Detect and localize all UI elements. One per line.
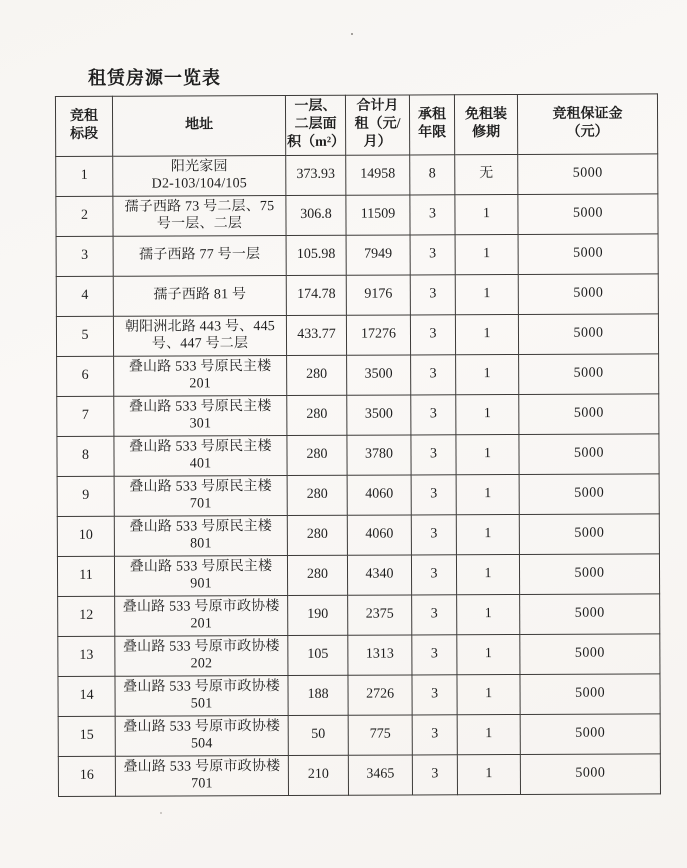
table-row	[57, 353, 659, 396]
cell-monthly-rent: 4060	[347, 515, 411, 555]
cell-monthly-rent: 3500	[347, 395, 411, 435]
cell-monthly-rent: 3500	[347, 355, 411, 395]
cell-area: 280	[287, 435, 347, 475]
table-row	[58, 673, 660, 716]
cell-area: 280	[287, 355, 347, 395]
table-row	[58, 713, 660, 756]
cell-bid-section: 11	[57, 556, 114, 596]
cell-deposit: 5000	[519, 353, 659, 394]
cell-lease-term: 3	[412, 714, 457, 754]
header-row	[55, 94, 657, 156]
cell-address: 叠山路 533 号原民主楼 801	[114, 515, 287, 556]
cell-monthly-rent: 17276	[346, 315, 410, 355]
cell-monthly-rent: 11509	[346, 195, 410, 235]
table-row	[58, 753, 660, 796]
cell-bid-section: 2	[56, 196, 113, 236]
cell-lease-term: 3	[411, 474, 456, 514]
cell-bid-section: 10	[57, 516, 114, 556]
cell-rentfree-period: 1	[456, 554, 519, 594]
table-row	[58, 593, 660, 636]
cell-monthly-rent: 4060	[347, 475, 411, 515]
cell-deposit: 5000	[518, 233, 658, 274]
cell-monthly-rent: 7949	[346, 235, 410, 275]
cell-address: 叠山路 533 号原市政协楼 202	[115, 635, 288, 676]
cell-lease-term: 3	[411, 514, 456, 554]
rental-listing-table	[55, 93, 661, 796]
cell-deposit: 5000	[518, 273, 658, 314]
cell-bid-section: 15	[58, 716, 115, 756]
cell-rentfree-period: 1	[457, 634, 520, 674]
cell-monthly-rent: 2726	[348, 675, 412, 715]
cell-rentfree-period: 1	[457, 714, 520, 754]
header-lease-term: 承租 年限	[409, 95, 454, 155]
cell-rentfree-period: 1	[457, 594, 520, 634]
cell-monthly-rent: 9176	[346, 275, 410, 315]
cell-bid-section: 3	[56, 236, 113, 276]
cell-address: 叠山路 533 号原市政协楼 504	[115, 715, 288, 756]
cell-address: 阳光家园 D2-103/104/105	[113, 155, 286, 196]
cell-lease-term: 3	[412, 754, 457, 794]
cell-bid-section: 13	[58, 636, 115, 676]
cell-rentfree-period: 1	[456, 434, 519, 474]
cell-rentfree-period: 无	[455, 154, 518, 194]
cell-address: 叠山路 533 号原民主楼 201	[114, 355, 287, 396]
cell-bid-section: 8	[57, 436, 114, 476]
cell-area: 280	[287, 395, 347, 435]
cell-deposit: 5000	[520, 753, 660, 794]
cell-monthly-rent: 14958	[346, 155, 410, 195]
header-area: 一层、 二层面 积（m²）	[285, 95, 345, 155]
table-row	[56, 273, 658, 316]
cell-lease-term: 3	[411, 554, 456, 594]
cell-deposit: 5000	[520, 593, 660, 634]
cell-rentfree-period: 1	[456, 514, 519, 554]
cell-bid-section: 9	[57, 476, 114, 516]
cell-lease-term: 3	[412, 634, 457, 674]
table-row	[56, 193, 658, 236]
cell-bid-section: 6	[57, 356, 114, 396]
cell-area: 50	[288, 715, 348, 755]
cell-area: 105	[288, 635, 348, 675]
table-body	[56, 153, 661, 796]
table-row	[56, 233, 658, 276]
cell-rentfree-period: 1	[456, 354, 519, 394]
cell-deposit: 5000	[519, 433, 659, 474]
table-row	[56, 153, 658, 196]
cell-rentfree-period: 1	[457, 754, 520, 794]
cell-bid-section: 12	[58, 596, 115, 636]
cell-address: 朝阳洲北路 443 号、445 号、447 号二层	[113, 315, 286, 356]
cell-area: 433.77	[286, 315, 346, 355]
cell-bid-section: 16	[58, 756, 115, 796]
header-rentfree-period: 免租装 修期	[454, 94, 517, 154]
cell-address: 孺子西路 81 号	[113, 275, 286, 316]
cell-deposit: 5000	[519, 553, 659, 594]
cell-monthly-rent: 775	[348, 715, 412, 755]
cell-rentfree-period: 1	[455, 274, 518, 314]
cell-area: 190	[288, 595, 348, 635]
cell-area: 210	[288, 755, 348, 795]
table-header	[55, 94, 657, 156]
cell-monthly-rent: 2375	[348, 595, 412, 635]
cell-deposit: 5000	[518, 313, 658, 354]
cell-address: 孺子西路 73 号二层、75 号一层、二层	[113, 195, 286, 236]
rental-listing-table-wrap	[55, 93, 661, 796]
header-deposit: 竞租保证金 （元）	[517, 94, 657, 154]
cell-lease-term: 3	[412, 594, 457, 634]
cell-bid-section: 1	[56, 156, 113, 196]
cell-deposit: 5000	[518, 153, 658, 194]
cell-address: 孺子西路 77 号一层	[113, 235, 286, 276]
cell-deposit: 5000	[518, 193, 658, 234]
cell-bid-section: 14	[58, 676, 115, 716]
cell-deposit: 5000	[519, 513, 659, 554]
cell-rentfree-period: 1	[457, 674, 520, 714]
scan-speck	[351, 33, 353, 35]
cell-monthly-rent: 3465	[348, 755, 412, 795]
cell-address: 叠山路 533 号原民主楼 901	[114, 555, 287, 596]
cell-area: 188	[288, 675, 348, 715]
cell-address: 叠山路 533 号原市政协楼 701	[115, 755, 288, 796]
cell-bid-section: 4	[56, 276, 113, 316]
cell-lease-term: 3	[411, 434, 456, 474]
cell-area: 105.98	[286, 235, 346, 275]
table-row	[57, 473, 659, 516]
table-row	[57, 513, 659, 556]
cell-deposit: 5000	[520, 713, 660, 754]
table-row	[56, 313, 658, 356]
cell-lease-term: 3	[410, 274, 455, 314]
header-monthly-rent: 合计月 租（元/ 月）	[345, 95, 409, 155]
table-row	[57, 433, 659, 476]
cell-monthly-rent: 4340	[347, 555, 411, 595]
table-row	[58, 633, 660, 676]
cell-rentfree-period: 1	[456, 474, 519, 514]
table-row	[57, 393, 659, 436]
cell-address: 叠山路 533 号原市政协楼 201	[115, 595, 288, 636]
cell-deposit: 5000	[520, 633, 660, 674]
cell-lease-term: 3	[410, 314, 455, 354]
cell-rentfree-period: 1	[455, 234, 518, 274]
cell-deposit: 5000	[520, 673, 660, 714]
cell-lease-term: 3	[410, 194, 455, 234]
cell-rentfree-period: 1	[456, 394, 519, 434]
cell-deposit: 5000	[519, 473, 659, 514]
cell-lease-term: 3	[410, 234, 455, 274]
cell-monthly-rent: 1313	[348, 635, 412, 675]
table-row	[57, 553, 659, 596]
cell-bid-section: 5	[56, 316, 113, 356]
page-title: 租赁房源一览表	[88, 68, 221, 88]
cell-area: 174.78	[286, 275, 346, 315]
cell-lease-term: 3	[412, 674, 457, 714]
cell-address: 叠山路 533 号原民主楼 301	[114, 395, 287, 436]
cell-monthly-rent: 3780	[347, 435, 411, 475]
cell-address: 叠山路 533 号原民主楼 701	[114, 475, 287, 516]
cell-area: 280	[287, 475, 347, 515]
cell-area: 280	[287, 515, 347, 555]
cell-lease-term: 8	[410, 154, 455, 194]
cell-bid-section: 7	[57, 396, 114, 436]
cell-area: 373.93	[286, 155, 346, 195]
cell-rentfree-period: 1	[455, 194, 518, 234]
cell-address: 叠山路 533 号原市政协楼 501	[115, 675, 288, 716]
cell-area: 306.8	[286, 195, 346, 235]
header-bid-section: 竞租 标段	[55, 96, 112, 156]
cell-area: 280	[287, 555, 347, 595]
cell-address: 叠山路 533 号原民主楼 401	[114, 435, 287, 476]
cell-lease-term: 3	[411, 354, 456, 394]
cell-rentfree-period: 1	[455, 314, 518, 354]
scan-speck	[160, 812, 162, 814]
cell-lease-term: 3	[411, 394, 456, 434]
header-address: 地址	[112, 96, 285, 156]
cell-deposit: 5000	[519, 393, 659, 434]
